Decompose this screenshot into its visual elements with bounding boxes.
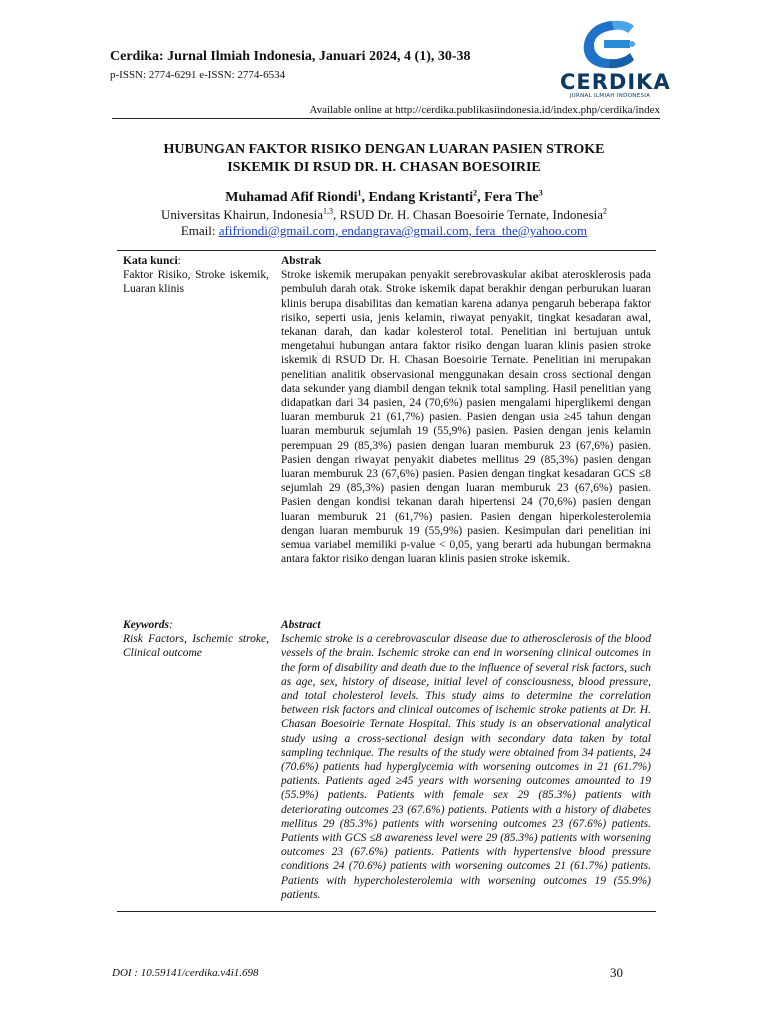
page-number: 30 <box>610 965 623 980</box>
keywords-id-text: Faktor Risiko, Stroke iskemik, Luaran klinis <box>123 269 269 296</box>
journal-title: Cerdika: Jurnal Ilmiah Indonesia, Januari 2024, 4 (1), 30-38 <box>110 49 471 64</box>
keywords-id-label: Kata kunci: <box>123 255 181 267</box>
abstract-bottom-divider <box>117 911 656 912</box>
author-name: Fera The <box>484 190 539 205</box>
author-sup: 1 <box>357 188 362 198</box>
abstract-id-label: Abstrak <box>281 255 322 267</box>
email-label: Email: <box>180 223 216 238</box>
abstract-id-block <box>281 254 651 566</box>
author-name: Muhamad Afif Riondi <box>225 190 358 205</box>
keywords-id-block <box>123 254 269 297</box>
abstract-en-block <box>281 618 651 902</box>
available-online-link[interactable]: Available online at http://cerdika.publikasiindonesia.id/index.php/cerdika/index <box>309 104 660 116</box>
abstract-en-label: Abstract <box>281 619 321 631</box>
header-divider <box>112 118 660 119</box>
affiliation-sup: 1,3 <box>323 206 334 216</box>
logo-subtitle: JURNAL ILMIAH INDONESIA <box>569 93 651 99</box>
keywords-en-text: Risk Factors, Ischemic stroke, Clinical outcome <box>123 633 269 660</box>
logo-wordmark: CERDIKA <box>560 70 671 94</box>
affiliations: Universitas Khairun, Indonesia$^{1,3}$, RSUD Dr. H. Chasan Boesoirie Ternate, Indonesia$^2$ <box>160 206 608 222</box>
affiliation: Universitas Khairun, Indonesia <box>160 207 324 222</box>
abstract-en-text: Ischemic stroke is a cerebrovascular disease due to atherosclerosis of the blood vessels of the brain. Ischemic stroke can end in worsening clinical outcomes in the form of disability and death due to the influence of several risk factors, such as age, sex, history of disease, initial level of consciousness, blood pressure, and total cholesterol levels. This study aims to determine the correlation between risk factors and clinical outcomes of ischemic stroke patients at Dr. H. Chasan Boesoirie Ternate Hospital. This study is an observational analytical study using a cross-sectional design with secondary data taken by total sampling technique. The results of the study were obtained from 34 patients, 24 (70.6%) patients had hyperglycemia with worsening outcomes in 21 (61.7%) patients. Patients aged ≥45 years with worsening outcomes amounted to 19 (55.9%) patients. Patients with female sex 29 (85.3%) patients with deteriorating outcomes 23 (67.6%) patients. Patients with a history of diabetes mellitus 29 (85.3%) patients with worsening outcomes 23 (67.6%) patients. Patients with GCS ≤8 awareness level were 29 (85.3%) patients with worsening outcomes 23 (67.6%) patients. Patients with hypertensive blood pressure conditions 24 (70.6%) patients with worsening outcomes 21 (61.7%) patients. Patients with hypercholesterolemia with worsening outcomes 19 (55.9%) patients. <box>281 633 651 901</box>
article-title-line2: ISKEMIK DI RSUD DR. H. CHASAN BOESOIRIE <box>227 160 541 175</box>
journal-header <box>110 48 540 82</box>
keywords-en-label: Keywords: <box>123 619 173 631</box>
affiliation-sup: 2 <box>603 206 608 216</box>
article-title <box>110 141 658 177</box>
keywords-en-block <box>123 618 269 661</box>
author-list: Muhamad Afif Riondi$^1$, Endang Kristanti$^2$, Fera The$^3$ <box>225 188 543 205</box>
email-links[interactable]: afifriondi@gmail.com, endangrava@gmail.com, fera_the@yahoo.com <box>218 223 588 238</box>
article-title-line1: HUBUNGAN FAKTOR RISIKO DENGAN LUARAN PASIEN STROKE <box>163 142 605 157</box>
author-name: Endang Kristanti <box>368 190 474 205</box>
journal-issn: p-ISSN: 2774-6291 e-ISSN: 2774-6534 <box>110 69 286 81</box>
doi-footer: DOI : 10.59141/cerdika.v4i1.698 <box>112 967 259 979</box>
author-sup: 3 <box>538 188 543 198</box>
email-line <box>110 223 658 239</box>
author-sup: 2 <box>473 188 478 198</box>
abstract-id-text: Stroke iskemik merupakan penyakit serebrovaskular akibat aterosklerosis pada pembuluh darah otak. Stroke iskemik dapat berakhir dengan perburukan luaran klinis berupa disabilitas dan kematian karena adanya pengaruh beberapa faktor risiko, seperti usia, jenis kelamin, riwayat penyakit, tingkat kesadaran awal, tekanan darah, dan kadar kolesterol total. Penelitian ini bertujuan untuk mengetahui hubungan antara faktor risiko dengan luaran klinis pasien stroke iskemik di RSUD Dr. H. Chasan Boesoirie Ternate. Penelitian ini merupakan penelitian analitik observasional menggunakan desain cross sectional dengan data sekunder yang diambil dengan teknik total sampling. Hasil penelitian yang didapatkan dari 34 pasien, 24 (70,6%) pasien mengalami hiperglikemi dengan luaran memburuk 21 (61,7%) pasien. Pasien dengan usia ≥45 tahun dengan luaran memburuk sejumlah 19 (55,9%) pasien. Pasien dengan jenis kelamin perempuan 29 (85,3%) pasien dengan luaran memburuk 23 (67,6%) pasien. Pasien dengan riwayat penyakit diabetes mellitus 29 (85,3%) pasien dengan luaran memburuk 23 (67,6%) pasien. Pasien dengan tingkat kesadaran GCS ≤8 sejumlah 29 (85,3%) pasien dengan luaran memburuk 23 (67,6%) pasien. Pasien dengan kondisi tekanan darah hipertensi 24 (70,6%) pasien dengan luaran memburuk 21 (61,7%) pasien. Pasien dengan hiperkolesterolemia dengan luaran memburuk 19 (55,9%) pasien. Kesimpulan dari penelitian ini semua variabel memiliki p-value < 0,05, yang berarti ada hubungan bermakna antara faktor risiko dengan luaran klinis pasien stroke iskemik. <box>281 269 651 566</box>
affiliation: RSUD Dr. H. Chasan Boesoirie Ternate, Indonesia <box>339 207 604 222</box>
abstract-top-divider <box>117 250 656 251</box>
